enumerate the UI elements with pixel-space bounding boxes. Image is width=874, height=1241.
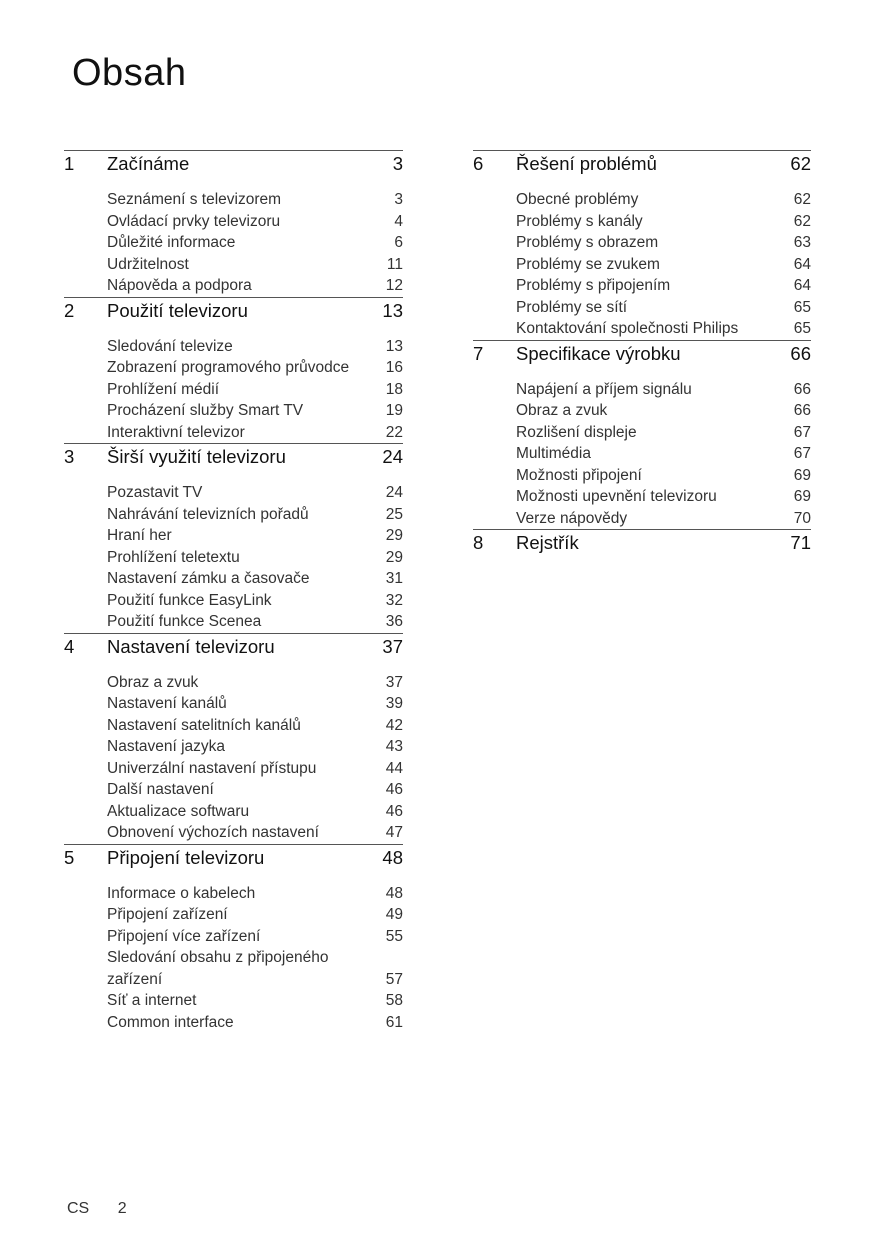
- toc-entry[interactable]: [64, 211, 403, 233]
- toc-entry-label: Použití funkce EasyLink: [107, 591, 272, 609]
- toc-entry[interactable]: [64, 400, 403, 422]
- section-page-number: 37: [382, 635, 403, 657]
- page-footer: [67, 1200, 127, 1218]
- section-number: 2: [64, 299, 75, 321]
- section-title: Specifikace výrobku: [516, 342, 681, 364]
- toc-section: [64, 297, 403, 444]
- toc-entry[interactable]: [64, 504, 403, 526]
- toc-entry-page: 29: [385, 548, 403, 566]
- toc-entry[interactable]: [64, 547, 403, 569]
- toc-section: [473, 529, 811, 562]
- toc-entry-page: 44: [385, 759, 403, 777]
- toc-entry[interactable]: [64, 715, 403, 737]
- toc-entry-page: 67: [793, 423, 811, 441]
- toc-section-heading[interactable]: [64, 444, 403, 476]
- toc-entry-label: Nahrávání televizních pořadů: [107, 505, 309, 523]
- toc-section-heading[interactable]: [473, 530, 811, 562]
- toc-entry-label: Ovládací prvky televizoru: [107, 212, 281, 230]
- toc-entry[interactable]: [64, 736, 403, 758]
- section-number: 3: [64, 446, 75, 467]
- section-title: Nastavení televizoru: [107, 635, 275, 657]
- toc-entry-page: 18: [385, 380, 403, 398]
- toc-entry-label: Problémy s kanály: [516, 212, 643, 230]
- toc-entry-label: Prohlížení teletextu: [107, 548, 240, 566]
- toc-entry[interactable]: [64, 254, 403, 276]
- toc-entry-label: Problémy se zvukem: [516, 255, 660, 273]
- toc-entry[interactable]: [64, 883, 403, 905]
- toc-entry-page: 69: [793, 466, 811, 484]
- toc-entry[interactable]: [64, 693, 403, 715]
- toc-entry-label: Problémy s obrazem: [516, 234, 659, 251]
- toc-entry-page: 65: [793, 298, 811, 316]
- toc-entry-page: 70: [793, 509, 811, 527]
- toc-entry[interactable]: [64, 822, 403, 844]
- toc-entry-page: 62: [793, 191, 811, 208]
- toc-entry[interactable]: [64, 357, 403, 379]
- toc-entry-page: 29: [385, 527, 403, 544]
- toc-entry[interactable]: [64, 568, 403, 590]
- toc-section-items: [64, 877, 403, 1034]
- toc-entry-page: 24: [385, 484, 403, 501]
- toc-entry[interactable]: [473, 486, 811, 508]
- section-title: Připojení televizoru: [107, 846, 265, 868]
- toc-entry[interactable]: [64, 611, 403, 633]
- toc-entry[interactable]: [64, 672, 403, 694]
- toc-section: [473, 150, 811, 340]
- toc-entry-page: 64: [793, 255, 811, 273]
- toc-entry-page: 66: [793, 402, 811, 419]
- section-page-number: 3: [392, 153, 403, 174]
- toc-entry-page: 32: [385, 591, 403, 609]
- toc-entry-page: 61: [385, 1013, 403, 1031]
- toc-entry-label: Informace o kabelech: [107, 884, 256, 902]
- toc-entry-page: 46: [385, 781, 403, 798]
- toc-entry[interactable]: [473, 297, 811, 319]
- section-title: Širší využití televizoru: [107, 446, 286, 467]
- toc-entry-label: Kontaktování společnosti Philips: [516, 320, 739, 337]
- toc-entry[interactable]: [64, 990, 403, 1012]
- toc-section-heading[interactable]: [64, 298, 403, 330]
- toc-entry-page: 16: [385, 359, 403, 376]
- toc-entry-page: 63: [793, 234, 811, 251]
- section-title: Řešení problémů: [516, 153, 657, 174]
- toc-entry[interactable]: [473, 232, 811, 254]
- toc-entry-label: Obraz a zvuk: [516, 402, 608, 419]
- toc-entry-label: Rozlišení displeje: [516, 423, 637, 441]
- section-page-number: 48: [382, 846, 403, 868]
- toc-entry-page: 46: [385, 802, 403, 820]
- section-number: 4: [64, 635, 75, 657]
- toc-entry[interactable]: [64, 379, 403, 401]
- toc-entry-page: 36: [385, 613, 403, 630]
- toc-entry-label: Nastavení kanálů: [107, 695, 227, 712]
- toc-entry[interactable]: [473, 422, 811, 444]
- toc-entry-page: 12: [385, 277, 403, 294]
- toc-section: [64, 844, 403, 1034]
- toc-entry-label: Připojení více zařízení: [107, 927, 261, 945]
- toc-section-heading[interactable]: [473, 151, 811, 183]
- toc-section-items: [64, 666, 403, 844]
- toc-entry-page: 67: [793, 445, 811, 462]
- section-title: Použití televizoru: [107, 299, 248, 321]
- section-number: 7: [473, 342, 484, 364]
- toc-entry-label: Common interface: [107, 1013, 234, 1031]
- toc-entry-page: 31: [385, 570, 403, 587]
- toc-entry[interactable]: [473, 508, 811, 530]
- toc-entry[interactable]: [64, 189, 403, 211]
- toc-entry-label: Multimédia: [516, 445, 591, 462]
- toc-entry[interactable]: [473, 275, 811, 297]
- toc-entry-page: 62: [793, 212, 811, 230]
- toc-entry-page: 25: [385, 505, 403, 523]
- toc-entry[interactable]: [64, 1012, 403, 1034]
- toc-section-items: [64, 183, 403, 297]
- toc-entry[interactable]: [64, 926, 403, 948]
- toc-section-heading[interactable]: [473, 341, 811, 373]
- toc-entry[interactable]: [473, 211, 811, 233]
- toc-entry-page: 13: [385, 337, 403, 355]
- section-page-number: 66: [790, 342, 811, 364]
- section-page-number: 71: [790, 532, 811, 553]
- toc-entry-page: 3: [394, 191, 403, 208]
- toc-entry-label: Verze nápovědy: [516, 509, 628, 527]
- toc-entry-page: 39: [385, 695, 403, 712]
- toc-entry-label: Další nastavení: [107, 781, 214, 798]
- toc-entry-label: Použití funkce Scenea: [107, 613, 262, 630]
- toc-entry-label: Problémy se sítí: [516, 298, 628, 316]
- toc-entry-label: Napájení a příjem signálu: [516, 380, 692, 398]
- toc-entry[interactable]: [64, 482, 403, 504]
- toc-entry-label: Pozastavit TV: [107, 484, 203, 501]
- toc-entry-label: Nastavení zámku a časovače: [107, 570, 310, 587]
- toc-section-items: [473, 183, 811, 340]
- toc-entry-page: 69: [793, 488, 811, 505]
- toc-entry[interactable]: [64, 904, 403, 926]
- toc-entry-label: Aktualizace softwaru: [107, 802, 250, 820]
- section-page-number: 13: [382, 299, 403, 321]
- toc-entry[interactable]: [473, 400, 811, 422]
- section-number: 8: [473, 532, 484, 553]
- toc-entry-label: Nastavení satelitních kanálů: [107, 716, 301, 734]
- toc-entry-page: 66: [793, 380, 811, 398]
- toc-entry[interactable]: [473, 443, 811, 465]
- toc-right-column: [473, 150, 811, 562]
- toc-section: [473, 340, 811, 530]
- section-page-number: 62: [790, 153, 811, 174]
- toc-entry-label: Obnovení výchozích nastavení: [107, 824, 319, 841]
- toc-entry[interactable]: [473, 465, 811, 487]
- toc-entry-label: Interaktivní televizor: [107, 423, 245, 441]
- footer-page-number: 2: [117, 1200, 127, 1217]
- toc-section-heading[interactable]: [64, 634, 403, 666]
- toc-entry-label: Prohlížení médií: [107, 380, 219, 398]
- toc-section-heading[interactable]: [64, 151, 403, 183]
- toc-entry[interactable]: [64, 758, 403, 780]
- toc-section: [64, 633, 403, 844]
- toc-entry[interactable]: [64, 947, 403, 990]
- toc-entry-label: Nastavení jazyka: [107, 738, 226, 755]
- toc-entry[interactable]: [473, 379, 811, 401]
- toc-entry-label: Udržitelnost: [107, 255, 189, 273]
- toc-entry-label: Nápověda a podpora: [107, 277, 252, 294]
- toc-entry[interactable]: [64, 232, 403, 254]
- toc-section-heading[interactable]: [64, 845, 403, 877]
- toc-entry-label: Důležité informace: [107, 234, 236, 251]
- toc-entry-label: Možnosti připojení: [516, 466, 642, 484]
- toc-entry-label: Síť a internet: [107, 992, 197, 1009]
- toc-entry-label: Zobrazení programového průvodce: [107, 359, 350, 376]
- footer-language-code: CS: [67, 1200, 90, 1217]
- toc-entry[interactable]: [64, 422, 403, 444]
- toc-entry-page: 6: [394, 234, 403, 251]
- toc-entry-page: 42: [385, 716, 403, 734]
- toc-section: [64, 150, 403, 297]
- toc-section-items: [64, 330, 403, 444]
- toc-entry-label: Připojení zařízení: [107, 906, 228, 923]
- toc-entry-label: Univerzální nastavení přístupu: [107, 759, 317, 777]
- toc-entry-label: Seznámení s televizorem: [107, 191, 282, 208]
- toc-entry[interactable]: [473, 254, 811, 276]
- toc-entry-page: 49: [385, 906, 403, 923]
- section-number: 6: [473, 153, 484, 174]
- toc-entry-page: 58: [385, 992, 403, 1009]
- toc-entry-label: Sledování obsahu z připojeného zařízení: [107, 949, 329, 988]
- toc-entry-label: Sledování televize: [107, 337, 233, 355]
- toc-entry[interactable]: [64, 336, 403, 358]
- toc-entry[interactable]: [64, 275, 403, 297]
- toc-entry-label: Hraní her: [107, 527, 172, 544]
- toc-section-items: [473, 373, 811, 530]
- toc-entry-page: 11: [386, 255, 403, 273]
- toc-entry[interactable]: [473, 318, 811, 340]
- toc-entry-label: Obraz a zvuk: [107, 673, 199, 691]
- toc-entry-label: Problémy s připojením: [516, 277, 671, 294]
- section-page-number: 24: [382, 446, 403, 467]
- page-title: Obsah: [72, 52, 187, 94]
- toc-entry-page: 64: [793, 277, 811, 294]
- toc-entry-page: 22: [385, 423, 403, 441]
- toc-entry-label: Procházení služby Smart TV: [107, 402, 304, 419]
- toc-entry-label: Možnosti upevnění televizoru: [516, 488, 717, 505]
- toc-section: [64, 443, 403, 633]
- toc-entry-label: Obecné problémy: [516, 191, 639, 208]
- section-title: Začínáme: [107, 153, 190, 174]
- toc-entry-page: 4: [394, 212, 403, 230]
- toc-left-column: [64, 150, 403, 1033]
- toc-entry-page: 57: [385, 970, 403, 988]
- toc-entry[interactable]: [64, 801, 403, 823]
- toc-entry-page: 47: [385, 824, 403, 841]
- toc-entry-page: 48: [385, 884, 403, 902]
- toc-entry-page: 65: [793, 320, 811, 337]
- toc-section-items: [64, 476, 403, 633]
- toc-entry[interactable]: [64, 590, 403, 612]
- section-number: 1: [64, 153, 75, 174]
- toc-entry-page: 19: [385, 402, 403, 419]
- section-number: 5: [64, 846, 75, 868]
- toc-entry-page: 37: [385, 673, 403, 691]
- toc-entry-page: 43: [385, 738, 403, 755]
- toc-entry[interactable]: [473, 189, 811, 211]
- toc-entry[interactable]: [64, 779, 403, 801]
- toc-entry[interactable]: [64, 525, 403, 547]
- section-title: Rejstřík: [516, 532, 579, 553]
- toc-entry-page: 55: [385, 927, 403, 945]
